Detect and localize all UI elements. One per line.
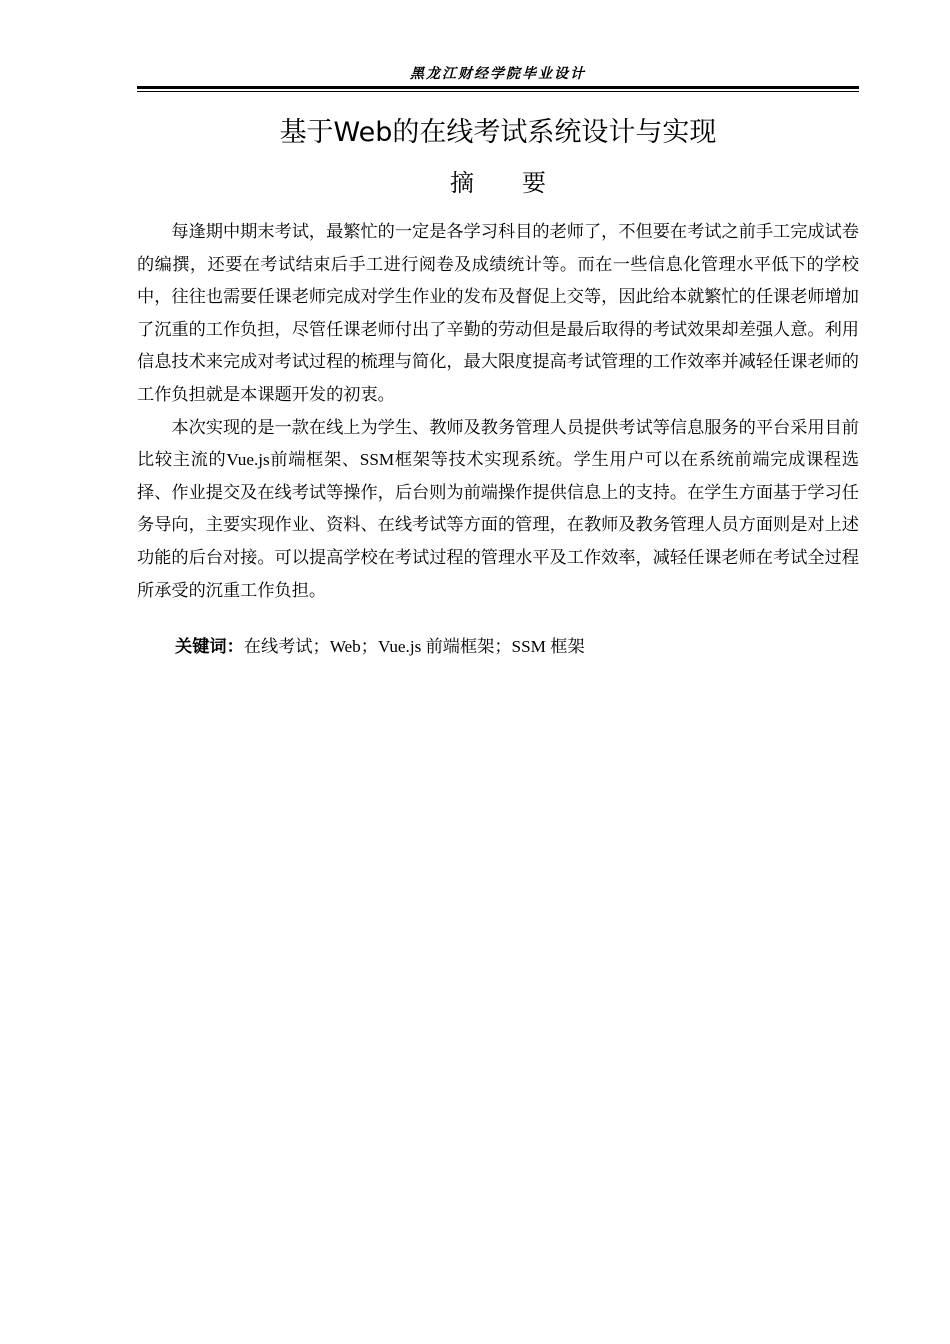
abstract-heading: 摘要 (450, 169, 594, 197)
thesis-title: 基于Web的在线考试系统设计与实现 (279, 117, 717, 148)
page-header-title: 黑龙江财经学院毕业设计 (410, 66, 586, 82)
keywords-line (175, 632, 585, 662)
keywords-label: 关键词： (175, 637, 244, 656)
header-rule-thick (137, 86, 859, 89)
abstract-body (137, 216, 859, 607)
keywords-value: 在线考试；Web；Vue.js 前端框架；SSM 框架 (243, 637, 585, 656)
abstract-paragraph-2: 本次实现的是一款在线上为学生、教师及教务管理人员提供考试等信息服务的平台采用目前比较主流的Vue.js前端框架、SSM框架等技术实现系统。学生用户可以在系统前端完成课程选择、作业提交及在线考试等操作，后台则为前端操作提供信息上的支持。在学生方面基于学习任务导向，主要实现作业、资料、在线考试等方面的管理，在教师及教务管理人员方面则是对上述功能的后台对接。可以提高学校在考试过程的管理水平及工作效率，减轻任课老师在考试全过程所承受的沉重工作负担。 (137, 417, 859, 600)
abstract-paragraph-1: 每逢期中期末考试，最繁忙的一定是各学习科目的老师了，不但要在考试之前手工完成试卷的编撰，还要在考试结束后手工进行阅卷及成绩统计等。而在一些信息化管理水平低下的学校中，往往也需要任课老师完成对学生作业的发布及督促上交等，因此给本就繁忙的任课老师增加了沉重的工作负担，尽管任课老师付出了辛勤的劳动但是最后取得的考试效果却差强人意。利用信息技术来完成对考试过程的梳理与简化，最大限度提高考试管理的工作效率并减轻任课老师的工作负担就是本课题开发的初衷。 (137, 222, 859, 404)
header-rule-thin (137, 91, 859, 92)
